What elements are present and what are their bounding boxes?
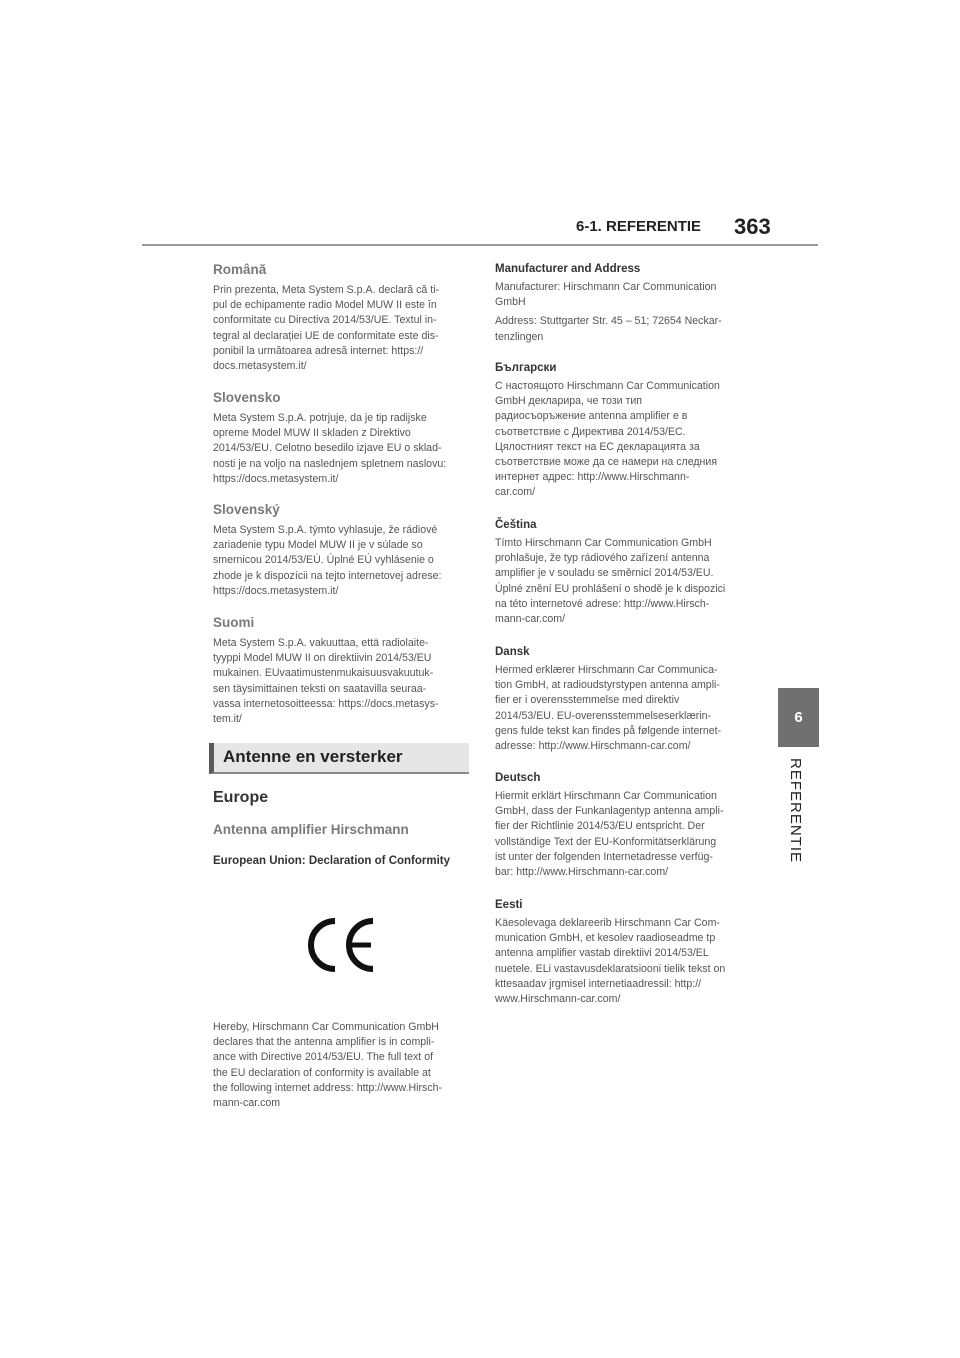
section-text: Prin prezenta, Meta System S.p.A. declară că ti- pul de echipamente radio Model MUW II este în conformitate cu Directiva 2014/53/UE. Textul in- tegral al declarației UE de conformitate este dis- ponibil la următoarea adresă internet: https:// docs.metasystem.it/ bbox=[213, 284, 440, 373]
section-heading: Slovensko bbox=[213, 390, 281, 405]
section-heading: Dansk bbox=[495, 646, 530, 658]
section-text: Hermed erklærer Hirschmann Car Communica- tion GmbH, at radioudstyrstypen antenna ampli- fier er i overensstemmelse med direktiv 2014/53/EU. EU-overensstemmelseserklærin- gens fulde tekst kan findes på følgende internet- adresse: http://www.Hirschmann-car.com/ bbox=[495, 664, 722, 753]
section-deutsch bbox=[495, 772, 755, 884]
section-slovensko bbox=[213, 390, 471, 487]
section-heading: Čeština bbox=[495, 519, 537, 531]
section-cestina bbox=[495, 519, 755, 631]
section-bulgarian bbox=[495, 362, 755, 505]
hereby-paragraph: Hereby, Hirschmann Car Communication GmbH declares that the antenna amplifier is in compli- ance with Directive 2014/53/EU. The full text of the EU declaration of conformity is available at the following internet address: http://www.Hirsch- mann-car.com bbox=[213, 1021, 443, 1110]
section-heading: Eesti bbox=[495, 899, 523, 911]
section-text: Hiermit erklärt Hirschmann Car Communication GmbH, dass der Funkanlagentyp antenna ampli- fier der Richtlinie 2014/53/EU entspricht. Der vollständige Text der EU-Konformitätserklärung ist unter der folgenden Internetadresse verfüg- bar: http://www.Hirschmann-car.com/ bbox=[495, 790, 724, 879]
section-text: С настоящото Hirschmann Car Communication GmbH декларира, че този тип радиосъоръжение antenna amplifier е в съответствие с Директива 2014/53/ЕС. Цялостният текст на ЕС декларацията за съответствие може да се намери на следния интернет адрес: http://www.Hirschmann- car.com/ bbox=[495, 380, 720, 499]
side-label: REFERENTIE bbox=[787, 758, 804, 864]
ce-mark-icon bbox=[303, 916, 377, 974]
region-heading: Europe bbox=[213, 789, 269, 806]
antenna-heading: Antenna amplifier Hirschmann bbox=[213, 822, 409, 837]
section-dansk bbox=[495, 646, 755, 758]
section-text: Tímto Hirschmann Car Communication GmbH prohlašuje, že typ rádiového zařízení antenna amplifier je v souladu se směrnicí 2014/53/EU. Úplné znění EU prohlášení o shodě je k dispozici na této internetové adrese: http://www.Hirsch- mann-car.com/ bbox=[495, 537, 726, 626]
section-text: Meta System S.p.A. týmto vyhlasuje, že rádiové zariadenie typu Model MUW II je v súlade so smernicou 2014/53/EÚ. Úplné EÚ vyhlásenie o zhode je k dispozícii na tejto internetovej adrese: https://docs.metasystem.it/ bbox=[213, 524, 442, 597]
section-eesti bbox=[495, 899, 755, 1011]
section-heading: Suomi bbox=[213, 615, 255, 630]
eu-declaration-heading: European Union: Declaration of Conformity bbox=[213, 855, 451, 867]
section-title: Antenne en versterker bbox=[223, 747, 403, 766]
header-rule bbox=[142, 244, 818, 246]
section-manufacturer bbox=[495, 263, 755, 349]
section-text: Manufacturer: Hirschmann Car Communication GmbH bbox=[495, 281, 717, 309]
page-number: 363 bbox=[734, 214, 771, 239]
section-text: Address: Stuttgarter Str. 45 – 51; 72654 Neckar- tenzlingen bbox=[495, 315, 722, 343]
section-slovensky bbox=[213, 502, 471, 599]
section-heading: Deutsch bbox=[495, 772, 541, 784]
section-romana bbox=[213, 262, 471, 374]
side-tab: 6 bbox=[778, 688, 819, 747]
section-text: Käesolevaga deklareerib Hirschmann Car Com- munication GmbH, et kesolev raadioseadme tp antenna amplifier vastab direktiivi 2014/53/EL nuetele. ELi vastavusdeklaratsiooni tielik tekst on kttesaadav jrgmisel internetiaadressil: http:// www.Hirschmann-car.com/ bbox=[495, 917, 726, 1006]
section-text: Meta System S.p.A. potrjuje, da je tip radijske opreme Model MUW II skladen z Direktivo 2014/53/EU. Celotno besedilo izjave EU o sklad- nosti je na voljo na naslednjem spletnem naslovu: https://docs.metasystem.it/ bbox=[213, 412, 447, 485]
section-heading: Slovenský bbox=[213, 502, 280, 517]
section-heading: Manufacturer and Address bbox=[495, 263, 641, 275]
section-text: Meta System S.p.A. vakuuttaa, että radiolaite- tyyppi Model MUW II on direktiivin 2014/53/EU mukainen. EUvaatimustenmukaisuusvakuutuk- sen täysimittainen teksti on saatavilla seuraa- vassa internetosoitteessa: https://docs.metasys- tem.it/ bbox=[213, 637, 439, 726]
section-heading: Български bbox=[495, 362, 557, 374]
header-title: 6-1. REFERENTIE bbox=[576, 218, 702, 235]
section-suomi bbox=[213, 615, 471, 727]
section-heading: Română bbox=[213, 262, 267, 277]
section-title-box bbox=[209, 743, 469, 774]
